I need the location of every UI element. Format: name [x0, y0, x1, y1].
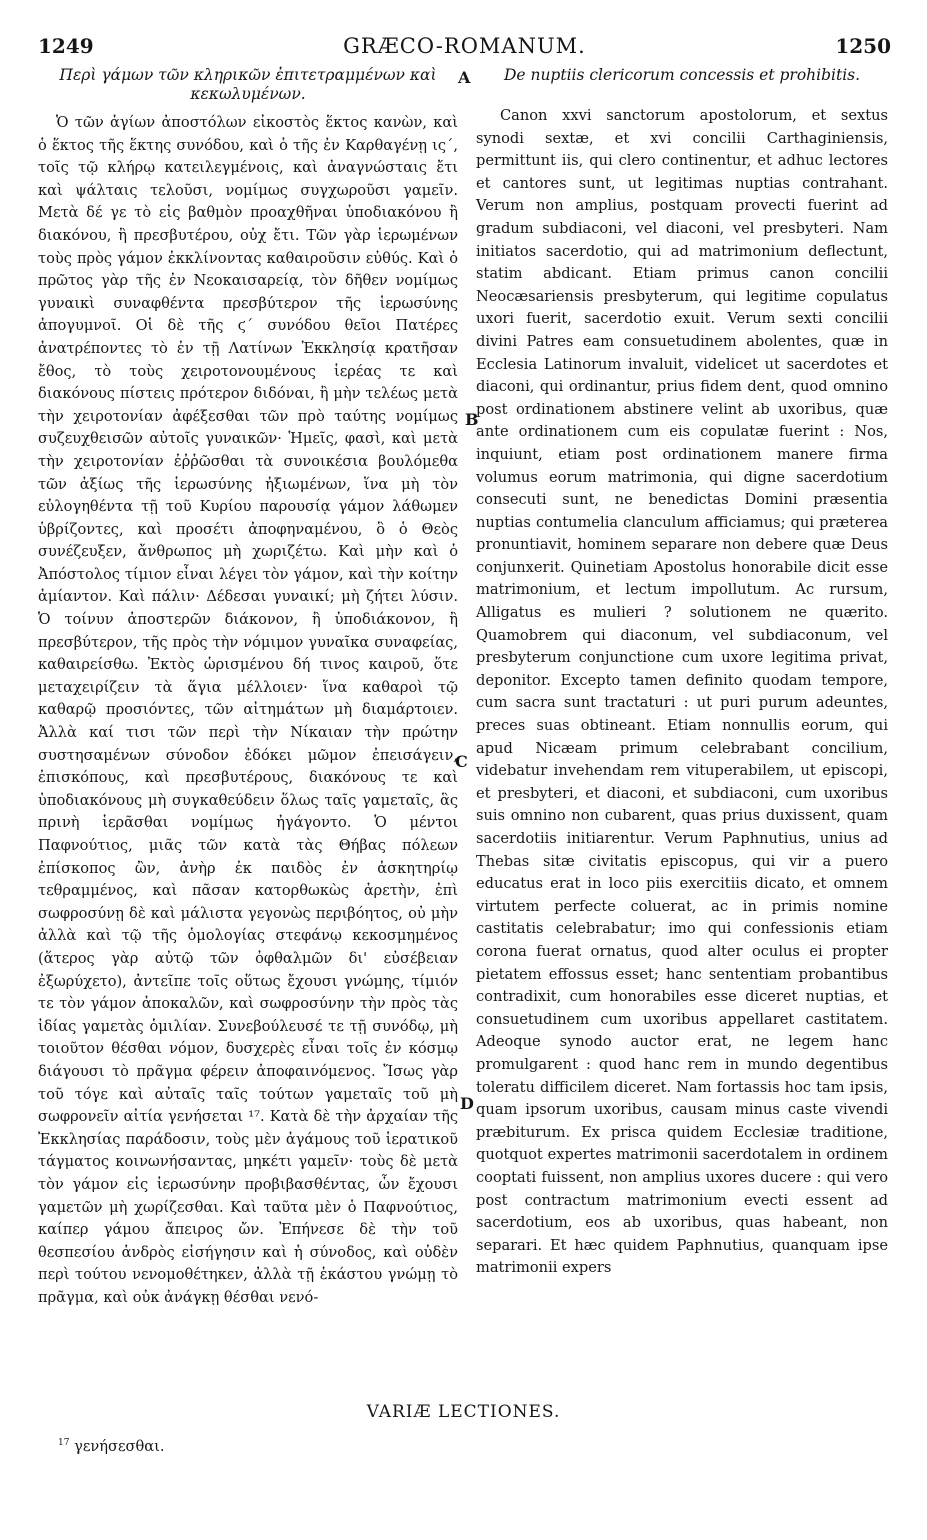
latin-section-title: De nuptiis clericorum concessis et prohibitis.: [503, 66, 861, 84]
page-number-right: 1250: [835, 34, 891, 58]
footnote-number: 17: [58, 1438, 70, 1449]
margin-marker-b: B: [465, 410, 479, 429]
footnote-text: γενήσεσθαι.: [74, 1438, 165, 1455]
margin-marker-c: C: [455, 752, 468, 771]
page-number-left: 1249: [38, 34, 94, 58]
greek-column: [38, 66, 458, 1309]
latin-body-text: Canon xxvi sanctorum apostolorum, et sextus synodi sextæ, et xvi concilii Carthaginiensis, permittunt iis, qui clero continentur, et adhuc lectores et cantores sunt, ut legitimas nuptias contrahant. Verum non amplius, postquam provecti fuerint ad gradum subdiaconi, vel diaconi, vel presbyteri. Nam initiatos sacerdotio, qui ad matrimonium deflectunt, statim abdicant. Etiam primus canon concilii Neocæsariensis presbyterum, qui legitime copulatus uxori fuerit, sacerdotio exuit. Verum sexti concilii divini Patres eam consuetudinem abolentes, quæ in Ecclesia Latinorum invaluit, videlicet ut sacerdotes et diaconi, qui ordinantur, prius fidem dent, quod omnino post ordinationem abstinere velint ab uxoribus, quæ ante ordinationem cum eis copulatæ fuerint : Nos, inquiunt, etiam post ordinationem manere firma volumus eorum matrimonia, qui digne sacerdotium consecuti sunt, ne benedictas Domini præsentia nuptias contumelia clanculum afficiamus; qui præterea pronuntiavit, hominem separare non debere quæ Deus conjunxerit. Quinetiam Apostolus honorabile dicit esse matrimonium, et lectum impollutum. Ac rursum, Alligatus es mulieri ? solutionem ne quærito. Quamobrem qui diaconum, vel subdiaconum, vel presbyterum conjunctione cum uxore legitima privat, deponitor. Excepto tamen definito quodam tempore, cum sacra sunt tractaturi : ut puri purum adeuntes, preces suas obtineant. Etiam nonnullis eorum, qui apud Nicæam primum celebrabant concilium, videbatur invehendam rem vituperabilem, ut episcopi, et presbyteri, et diaconi, et subdiaconi, cum uxoribus suis omnino non cubarent, quas prius duxissent, quam sacerdotiis initiarentur. Verum Paphnutius, unius ad Thebas sitæ civitatis episcopus, qui vir a puero educatus erat in loco piis exercitiis dicato, et omnem virtutem perfecte coluerat, ac in primis nomine castitatis celebrabatur; imo qui confessionis etiam corona fuerat ornatus, quod alter oculus ei propter pietatem effossus esset; hanc sententiam probantibus contradixit, cum honorabiles esse diceret nuptias, et consuetudinem cum uxoribus appellaret castitatem. Adeoque synodo auctor erat, ne legem hanc promulgarent : quod hanc rem in mundo degentibus toleratu difficilem diceret. Nam fortassis hoc tam ipsis, quam ipsorum uxoribus, causam minus caste vivendi præbiturum. Ex prisca quidem Ecclesiæ traditione, quotquot expertes matrimonii sacerdotalem in ordinem cooptati fuissent, non amplius uxores ducere : qui vero post contractum matrimonium evecti essent ad sacerdotium, eos ab uxoribus, quas habeant, non separari. Et hæc quidem Paphnutius, quanquam ipse matrimonii expers: [476, 107, 888, 1277]
latin-column: [476, 66, 888, 1280]
greek-body-text: Ὁ τῶν ἁγίων ἀποστόλων εἰκοστὸς ἕκτος κανὼν, καὶ ὁ ἕκτος τῆς ἕκτης συνόδου, καὶ ὁ τῆς ἐν Καρθαγένῃ ις΄, τοῖς τῷ κλήρῳ κατειλεγμένοις, καὶ ἀναγνώσταις ἔτι καὶ ψάλταις τελοῦσι, νομίμως συγχωροῦσι γαμεῖν. Μετὰ δέ γε τὸ εἰς βαθμὸν προαχθῆναι ὑποδιακόνου ἢ διακόνου, ἢ πρεσβυτέρου, οὐχ ἔτι. Τῶν γὰρ ἱερωμένων τοὺς πρὸς γάμον ἐκκλίνοντας καθαιροῦσιν εὐθύς. Καὶ ὁ πρῶτος γὰρ τῆς ἐν Νεοκαισαρείᾳ, τὸν δῆθεν νομίμως γυναικὶ συναφθέντα πρεσβύτερον τῆς ἱερωσύνης ἀπογυμνοῖ. Οἱ δὲ τῆς ϛ΄ συνόδου θεῖοι Πατέρες ἀνατρέποντες τὸ ἐν τῇ Λατίνων Ἐκκλησίᾳ κρατῆσαν ἔθος, τὸ τοὺς χειροτονουμένους ἱερέας τε καὶ διακόνους πίστεις πρότερον διδόναι, ἢ μὴν τελέως μετὰ τὴν χειροτονίαν ἀφέξεσθαι τῶν πρὸ ταύτης νομίμως συζευχθεισῶν αὐτοῖς γυναικῶν· Ἡμεῖς, φασὶ, καὶ μετὰ τὴν χειροτονίαν ἐῤῥῶσθαι τὰ συνοικέσια βουλόμεθα τῶν ἀξίως τῆς ἱερωσύνης ἠξιωμένων, ἵνα μὴ τὸν εὐλογηθέντα τῇ τοῦ Κυρίου παρουσίᾳ γάμον λάθωμεν ὑβρίζοντες, καὶ προσέτι ἀποφηναμένου, ὃ ὁ Θεὸς συνέζευξεν, ἄνθρωπος μὴ χωριζέτω. Καὶ μὴν καὶ ὁ Ἀπόστολος τίμιον εἶναι λέγει τὸν γάμον, καὶ τὴν κοίτην ἀμίαντον. Καὶ πάλιν· Δέδεσαι γυναικί; μὴ ζήτει λύσιν. Ὁ τοίνυν ἀποστερῶν διάκονον, ἢ ὑποδιάκονον, ἢ πρεσβύτερον, τῆς πρὸς τὴν νόμιμον γυναῖκα συναφείας, καθαιρείσθω. Ἐκτὸς ὡρισμένου δή τινος καιροῦ, ὅτε μεταχειρίζειν τὰ ἅγια μέλλοιεν· ἵνα καθαροὶ τῷ καθαρῷ προσιόντες, τῶν αἰτημάτων μὴ διαμάρτοιεν. Ἀλλὰ καί τισι τῶν περὶ τὴν Νίκαιαν τὴν πρώτην συστησαμένων σύνοδον ἐδόκει μῶμον ἐπεισάγειν, ἐπισκόπους, καὶ πρεσβυτέρους, διακόνους τε καὶ ὑποδιακόνους μὴ συγκαθεύδειν ὅλως ταῖς γαμεταῖς, ἃς πρινὴ ἱερᾶσθαι νομίμως ἠγάγοντο. Ὁ μέντοι Παφνούτιος, μιᾶς τῶν κατὰ τὰς Θήβας πόλεων ἐπίσκοπος ὢν, ἀνὴρ ἐκ παιδὸς ἐν ἀσκητηρίῳ τεθραμμένος, καὶ πᾶσαν κατορθωκὼς ἀρετὴν, ἐπὶ σωφροσύνῃ δὲ καὶ μάλιστα γεγονὼς περιβόητος, οὐ μὴν ἀλλὰ καὶ τῷ τῆς ὁμολογίας στεφάνῳ κεκοσμημένος (ἅτερος γὰρ αὐτῷ τῶν ὀφθαλμῶν δι' εὐσέβειαν ἐξωρύχετο), ἀντεῖπε τοῖς οὕτως ἔχουσι γνώμης, τίμιόν τε τὸν γάμον ἀποκαλῶν, καὶ σωφροσύνην τὴν πρὸς τὰς ἰδίας γαμετὰς ὁμιλίαν. Συνεβούλευσέ τε τῇ συνόδῳ, μὴ τοιοῦτον θέσθαι νόμον, δυσχερὲς εἶναι τοῖς ἐν κόσμῳ διάγουσι τὸ πρᾶγμα φέρειν ἀποφαινόμενος. Ἴσως γὰρ τοῦ τόγε καὶ αὐταῖς ταῖς τούτων γαμεταῖς τοῦ μὴ σωφρονεῖν αἰτία γενήσεται ¹⁷. Κατὰ δὲ τὴν ἀρχαίαν τῆς Ἐκκλησίας παράδοσιν, τοὺς μὲν ἀγάμους τοῦ ἱερατικοῦ τάγματος κοινωνήσαντας, μηκέτι γαμεῖν· τοὺς δὲ μετὰ τὸν γάμον εἰς ἱερωσύνην προβιβασθέντας, ὧν ἔχουσι γαμετῶν μὴ χωρίζεσθαι. Καὶ ταῦτα μὲν ὁ Παφνούτιος, καίπερ γάμου ἄπειρος ὤν. Ἐπήνεσε δὲ τὴν τοῦ θεσπεσίου ἀνδρὸς εἰσήγησιν καὶ ἡ σύνοδος, καὶ οὐδὲν περὶ τούτου νενομοθέτηκεν, ἀλλὰ τῇ ἑκάστου γνώμῃ τὸ πρᾶγμα, καὶ οὐκ ἀνάγκῃ θέσθαι νενό-: [38, 114, 458, 1306]
margin-marker-d: D: [460, 1094, 474, 1113]
footnote: [58, 1438, 164, 1455]
page-header: [38, 34, 891, 64]
greek-section-title: Περὶ γάμων τῶν κληρικῶν ἐπιτετραμμένων καὶ κεκωλυμένων.: [59, 66, 437, 103]
running-title: GRÆCO-ROMANUM.: [343, 34, 586, 58]
variae-lectiones-heading: VARIÆ LECTIONES.: [366, 1402, 561, 1422]
margin-marker-a: A: [458, 68, 471, 87]
